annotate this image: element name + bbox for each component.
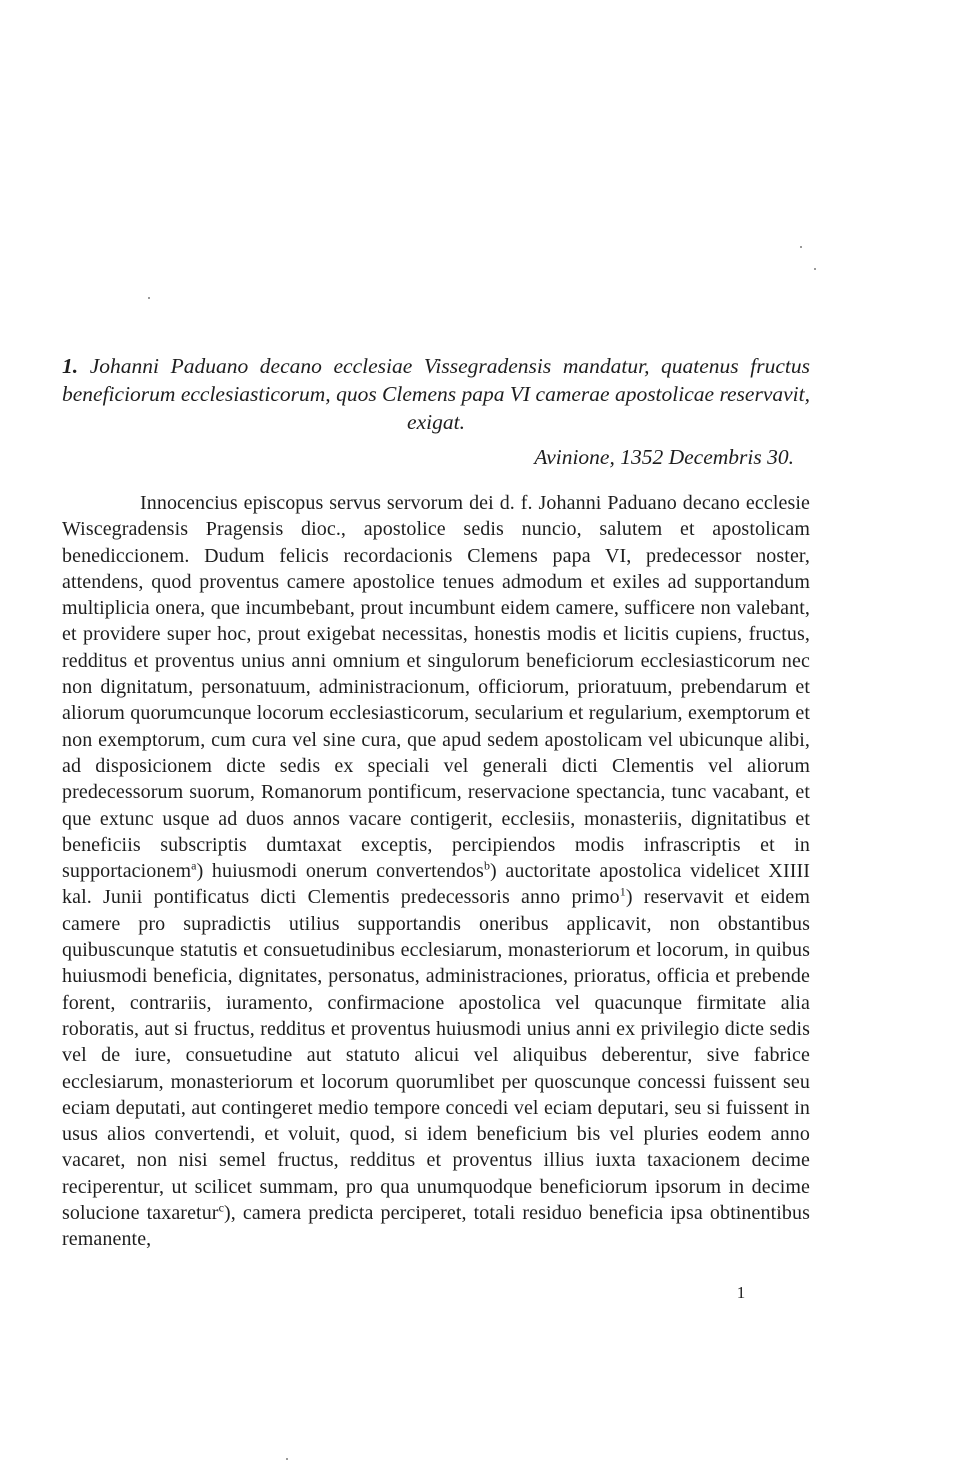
footnote-marker-b: b [483,858,491,873]
body-text-part: ), camera predicta perciperet, totali residuo beneficia ipsa obtinentibus remanente, [62,1202,810,1251]
body-text-part: Innocencius episcopus servus servorum dei d. f. Johanni Paduano decano ecclesie Wiscegradensis Pragensis dioc., apostolice sedis nuncio, salutem et apostolicam benediccionem. Dudum felicis recordacionis Clemens papa VI, predecessor noster, attendens, quod proventus camere apostolice tenues admodum et exiles ad supportandum multiplicia onera, que incumbebant, prout incumbunt eidem camere, sufficere non valebant, et providere super hoc, prout exigebat necessitas, honestis modis et licitis cupiens, fructus, redditus et proventus unius anni omnium et singulorum beneficiorum ecclesiasticorum nec non dignitatum, personatuum, administracionum, officiorum, prioratuum, prebendarum et aliorum quorumcunque locorum ecclesiasticorum, secularium et regularium, exemptorum et non exemptorum, cum cura vel sine cura, que apud sedem apostolicam vel ubicunque alibi, ad disposicionem dicte sedis ex speciali vel generali dicti Clementis vel aliorum predecessorum suorum, Romanorum pontificum, reservacione spectancia, tunc vacabant, et que extunc usque ad duos annos vacare contigerit, ecclesiis, monasteriis, dignitatibus et beneficiis subscriptis dumtaxat exceptis, percipiendos modis infrascriptis et in supportacionem [62,492,810,883]
body-text-part: ) reservavit et eidem camere pro supradictis utilius supportandis oneribus applicavit, non obstantibus quibuscunque statutis et consuetudinibus ecclesiarum, monasteriorum et locorum, in quibus huiusmodi beneficia, dignitates, personatus, administraciones, prioratus, officia et prebende forent, contrariis, iuramento, confirmacione apostolica vel quacunque firmitate alia roboratis, aut si fructus, redditus et proventus huiusmodi unius anni ex privilegio dicte sedis vel de iure, consuetudine aut statuto alicui vel aliquibus deberentur, sive fabrice ecclesiarum, monasteriorum et locorum quorumlibet per quoscunque concessi fuissent seu eciam deputati, aut contingeret medio tempore concedi vel eciam deputari, seu si fuissent in usus alios convertendi, et voluit, quod, si idem beneficium bis vel pluries eodem anno vacaret, non nisi semel fructus, redditus et proventus illius iuxta taxacionem decime reciperentur, ut scilicet summam, pro qua unumquodque beneficiorum ipsorum in decime solucione taxaretur [62,886,810,1225]
scan-speck [286,1458,288,1460]
dateline: Avinione, 1352 Decembris 30. [534,445,794,469]
document-number: 1. [62,354,79,378]
scan-speck [148,297,150,299]
regest-text: Johanni Paduano decano ecclesiae Vissegradensis mandatur, quatenus fructus beneficiorum ecclesiasticorum, quos Clemens papa VI camerae apostolicae reservavit, exigat. [62,354,810,434]
body-text-part: ) auctoritate apostolica videlicet XIIII kal. Junii pontificatus dicti Clementis predecessoris anno primo [62,860,810,909]
regest-heading [62,352,810,436]
body-text-part: ) huiusmodi onerum convertendos [196,860,484,883]
footnote-marker-1: 1 [619,884,626,899]
scan-speck [800,246,802,248]
scan-speck [814,268,816,270]
footnote-marker-c: c [218,1200,225,1215]
page-number: 1 [736,1283,746,1302]
footnote-marker-a: a [191,858,197,873]
document-body [62,490,810,1253]
body-paragraph [62,490,810,1253]
